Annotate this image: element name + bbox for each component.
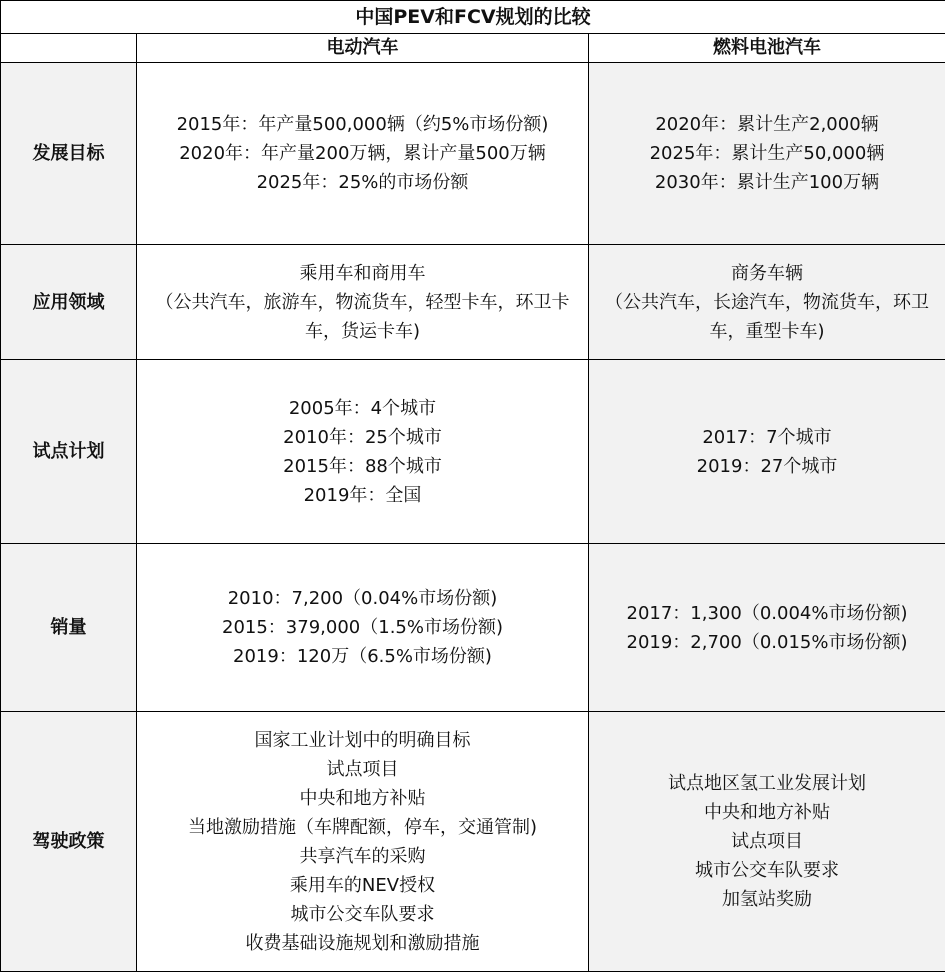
- cell-line: 2015：379,000（1.5%市场份额): [222, 617, 503, 638]
- cell-line: 2005年：4个城市: [288, 397, 437, 419]
- row-label-sales: 销量: [1, 544, 137, 712]
- cell-line: 中央和地方补贴: [704, 802, 830, 823]
- header-empty-cell: [1, 34, 137, 63]
- ev-sales: [137, 544, 589, 712]
- cell-line: 乘用车和商用车: [299, 262, 426, 284]
- cell-line: 国家工业计划中的明确目标: [254, 729, 471, 751]
- cell-line: 试点项目: [731, 831, 803, 852]
- cell-line: 乘用车的NEV授权: [289, 874, 436, 896]
- cell-line: 2019：120万（6.5%市场份额): [233, 646, 492, 667]
- table-row: [1, 544, 945, 712]
- cell-line: 2025年：累计生产50,000辆: [649, 143, 885, 164]
- row-label-driving-policies: 驾驶政策: [1, 712, 137, 972]
- fc-sales: [589, 544, 945, 712]
- table-title: 中国PEV和FCV规划的比较: [1, 1, 945, 34]
- cell-line: 中央和地方补贴: [299, 787, 426, 809]
- table-row: [1, 360, 945, 544]
- cell-line: 城市公交车队要求: [695, 860, 839, 881]
- cell-line: 2019年：全国: [303, 484, 422, 506]
- cell-line: 商务车辆: [731, 262, 803, 284]
- cell-line: 试点地区氢工业发展计划: [668, 773, 866, 794]
- fc-pilot-programs: [589, 360, 945, 544]
- row-label-development-goals: 发展目标: [1, 63, 137, 245]
- table-row: [1, 712, 945, 972]
- table-row: [1, 245, 945, 360]
- cell-line: （公共汽车，长途汽车，物流货车，环卫车，重型卡车): [605, 291, 929, 342]
- cell-line: 2010年：25个城市: [283, 426, 442, 448]
- cell-line: （公共汽车，旅游车，物流货车，轻型卡车，环卫卡车，货运卡车): [155, 291, 570, 342]
- cell-line: 共享汽车的采购: [299, 845, 426, 867]
- row-label-pilot-programs: 试点计划: [1, 360, 137, 544]
- fc-driving-policies: [589, 712, 945, 972]
- fc-development-goals: [589, 63, 945, 245]
- cell-line: 2017：1,300（0.004%市场份额): [626, 602, 908, 624]
- cell-line: 2019：27个城市: [696, 455, 838, 477]
- ev-pilot-programs: [137, 360, 589, 544]
- ev-development-goals: [137, 63, 589, 245]
- cell-line: 2015年：88个城市: [283, 455, 442, 477]
- ev-driving-policies: [137, 712, 589, 972]
- cell-line: 2025年：25%的市场份额: [256, 172, 469, 193]
- cell-line: 收费基础设施规划和激励措施: [245, 932, 480, 954]
- cell-line: 2030年：累计生产100万辆: [654, 172, 880, 193]
- header-fc: 燃料电池汽车: [589, 34, 945, 63]
- cell-line: 2019：2,700（0.015%市场份额): [626, 631, 908, 653]
- header-ev: 电动汽车: [137, 34, 589, 63]
- cell-line: 2015年：年产量500,000辆（约5%市场份额): [176, 114, 549, 135]
- cell-line: 试点项目: [326, 758, 399, 780]
- cell-line: 2017：7个城市: [702, 426, 832, 448]
- ev-application-fields: [137, 245, 589, 360]
- row-label-application-fields: 应用领域: [1, 245, 137, 360]
- cell-line: 城市公交车队要求: [290, 903, 435, 925]
- cell-line: 2020年：累计生产2,000辆: [655, 114, 879, 135]
- fc-application-fields: [589, 245, 945, 360]
- cell-line: 加氢站奖励: [722, 889, 812, 910]
- cell-line: 2020年：年产量200万辆，累计产量500万辆: [179, 143, 546, 164]
- cell-line: 当地激励措施（车牌配额，停车，交通管制): [187, 816, 538, 838]
- table-row: [1, 63, 945, 245]
- cell-line: 2010：7,200（0.04%市场份额): [227, 588, 498, 609]
